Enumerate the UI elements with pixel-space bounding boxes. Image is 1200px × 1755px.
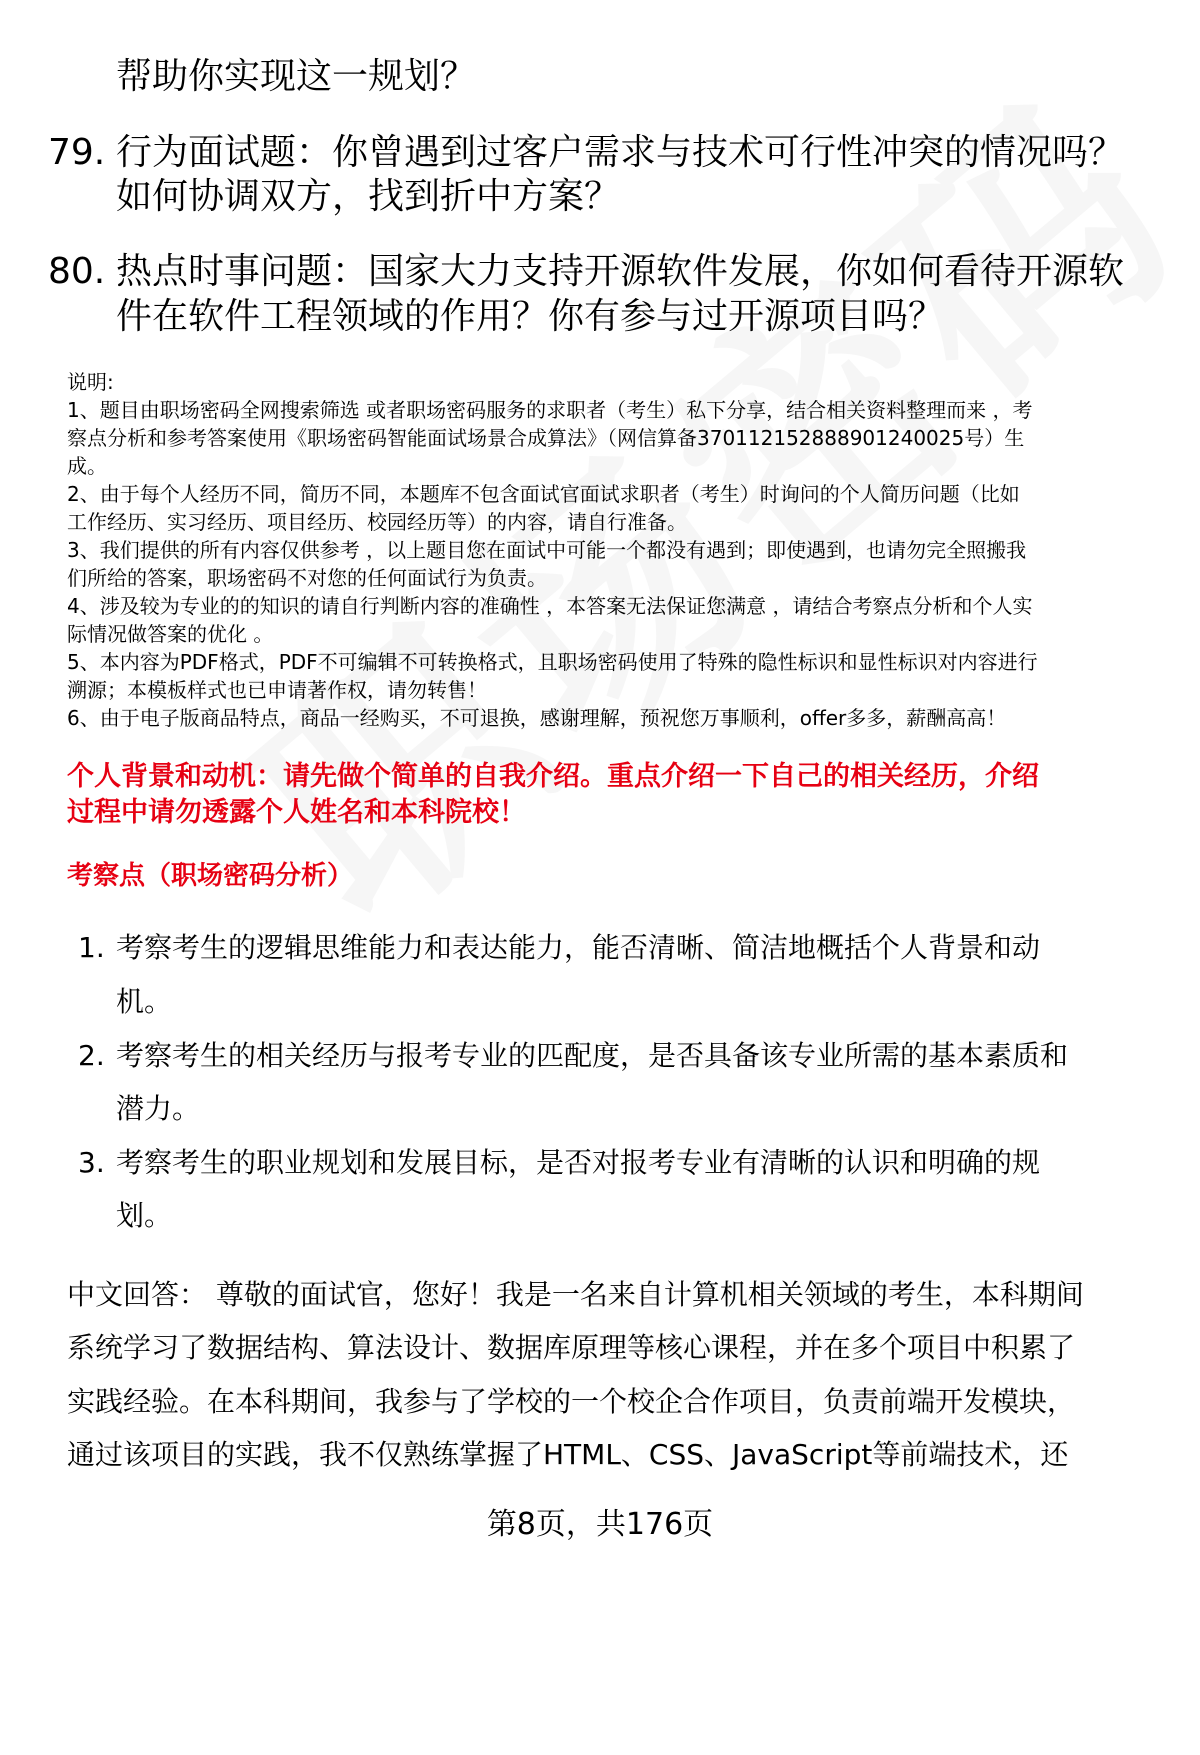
answer-line: 系统学习了数据结构、算法设计、数据库原理等核心课程，并在多个项目中积累了 (67, 1331, 1076, 1364)
page-number-label: 第8页，共176页 (486, 1507, 714, 1542)
note-line: 成。 (67, 454, 107, 478)
note-line: 4、涉及较为专业的的知识的请自行判断内容的准确性 ，本答案无法保证您满意 ，请结合考察点分析和个人实 (67, 594, 1033, 618)
note-line: 1、题目由职场密码全网搜索筛选 或者职场密码服务的求职者（考生）私下分享，结合相关资料整理而来 ，考 (67, 398, 1033, 422)
note-line: 6、由于电子版商品特点，商品一经购买，不可退换，感谢理解，预祝您万事顺利，offer多多，薪酬高高！ (67, 706, 1007, 730)
notes-title: 说明: (67, 370, 114, 394)
question-text-line: 热点时事问题：国家大力支持开源软件发展，你如何看待开源软 (116, 251, 1125, 292)
analysis-title: 考察点（职场密码分析） (67, 861, 354, 891)
note-line: 察点分析和参考答案使用《职场密码智能面试场景合成算法》（网信算备370112152888901240025号）生 (67, 426, 1025, 450)
prev-question-tail: 帮助你实现这一规划？ (116, 56, 477, 97)
current-question-line: 过程中请勿透露个人姓名和本科院校！ (67, 797, 526, 828)
question-text-line: 行为面试题：你曾遇到过客户需求与技术可行性冲突的情况吗？ (116, 132, 1125, 173)
point-text-line: 划。 (116, 1199, 173, 1232)
question-number: 80. (48, 251, 106, 292)
answer-line: 实践经验。在本科期间，我参与了学校的一个校企合作项目，负责前端开发模块， (67, 1385, 1076, 1418)
question-text-line: 件在软件工程领域的作用？你有参与过开源项目吗？ (116, 296, 945, 337)
note-line: 们所给的答案，职场密码不对您的任何面试行为负责。 (67, 566, 547, 590)
current-question-line: 个人背景和动机：请先做个简单的自我介绍。重点介绍一下自己的相关经历，介绍 (67, 761, 1039, 792)
question-number: 79. (48, 132, 106, 173)
point-number: 1. (78, 931, 105, 964)
point-text-line: 潜力。 (116, 1092, 201, 1125)
point-text-line: 考察考生的相关经历与报考专业的匹配度，是否具备该专业所需的基本素质和 (116, 1039, 1069, 1072)
note-line: 溯源；本模板样式也已申请著作权，请勿转售！ (67, 678, 487, 702)
point-text-line: 考察考生的职业规划和发展目标，是否对报考专业有清晰的认识和明确的规 (116, 1146, 1041, 1179)
answer-line: 中文回答： 尊敬的面试官，您好！我是一名来自计算机相关领域的考生，本科期间 (67, 1278, 1084, 1311)
question-text-line: 如何协调双方，找到折中方案？ (116, 176, 621, 217)
note-line: 5、本内容为PDF格式，PDF不可编辑不可转换格式，且职场密码使用了特殊的隐性标识和显性标识对内容进行 (67, 650, 1038, 674)
point-text-line: 考察考生的逻辑思维能力和表达能力，能否清晰、简洁地概括个人背景和动 (116, 931, 1041, 964)
note-line: 工作经历、实习经历、项目经历、校园经历等）的内容，请自行准备。 (67, 510, 687, 534)
answer-line: 通过该项目的实践，我不仅熟练掌握了HTML、CSS、JavaScript等前端技术，还 (67, 1438, 1069, 1471)
point-number: 3. (78, 1146, 105, 1179)
note-line: 际情况做答案的优化 。 (67, 622, 274, 646)
point-number: 2. (78, 1039, 105, 1072)
point-text-line: 机。 (116, 985, 173, 1018)
note-line: 2、由于每个人经历不同，简历不同，本题库不包含面试官面试求职者（考生）时询问的个人简历问题（比如 (67, 482, 1020, 506)
note-line: 3、我们提供的所有内容仅供参考 ，以上题目您在面试中可能一个都没有遇到；即使遇到，也请勿完全照搬我 (67, 538, 1027, 562)
